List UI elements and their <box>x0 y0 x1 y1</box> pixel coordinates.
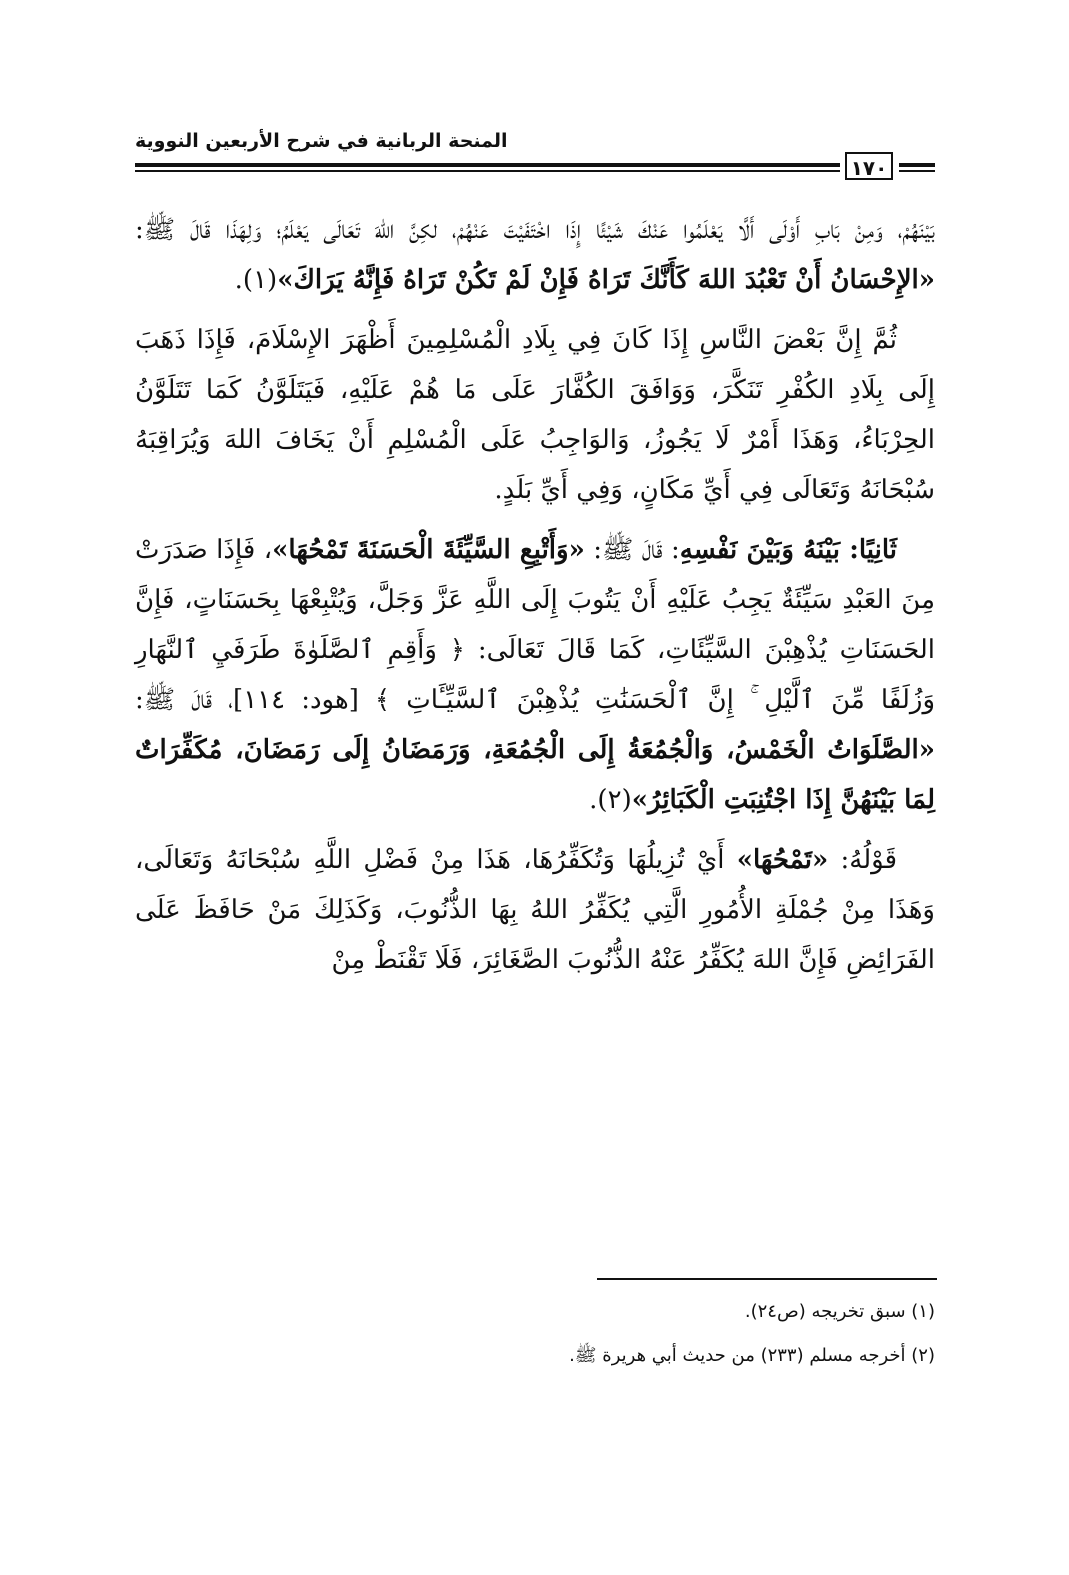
footnotes <box>400 1290 935 1378</box>
footnote-ref-1: (١). <box>234 265 278 295</box>
page-number: ١٧٠ <box>845 152 893 180</box>
hadith-quote-prayers: «الصَّلَوَاتُ الْخَمْسُ، وَالْجُمُعَةُ إِلَى الْجُمُعَةِ، وَرَمَضَانُ إِلَى رَمَضَانَ، مُكَفِّرَاتٌ لِمَا بَيْنَهُنَّ إِذَا اجْتُنِبَتِ الْكَبَائِرُ» <box>135 735 935 815</box>
paragraph-2-text: ثُمَّ إِنَّ بَعْضَ النَّاسِ إِذَا كَانَ فِي بِلَادِ الْمُسْلِمِينَ أَظْهَرَ الإِسْلَامَ، فَإِذَا ذَهَبَ إِلَى بِلَادِ الكُفْرِ تَنَكَّرَ، وَوَافَقَ الكُفَّارَ عَلَى مَا هُمْ عَلَيْهِ، فَيَتَلَوَّنُ كَمَا تَتَلَوَّنُ الحِرْبَاءُ، وَهَذَا أَمْرٌ لَا يَجُوزُ، وَالوَاجِبُ عَلَى الْمُسْلِمِ أَنْ يَخَافَ اللهَ وَيُرَاقِبَهُ سُبْحَانَهُ وَتَعَالَى فِي أَيِّ مَكَانٍ، وَفِي أَيِّ بَلَدٍ. <box>135 325 935 505</box>
page-header <box>135 130 935 190</box>
paragraph-1 <box>135 205 935 305</box>
section-heading-second: ثَانِيًا: بَيْنَهُ وَبَيْنَ نَفْسِهِ <box>679 535 897 565</box>
paragraph-3-text-b: ، فَإِذَا صَدَرَتْ مِنَ العَبْدِ سَيِّئَةٌ يَجِبُ عَلَيْهِ أَنْ يَتُوبَ إِلَى اللَّهِ عَزَّ وَجَلَّ، وَيُتْبِعْهَا بِحَسَنَاتٍ، فَإِنَّ الحَسَنَاتِ يُذْهِبْنَ السَّيِّئَاتِ، كَمَا قَالَ تَعَالَى: ﴿ وَأَقِمِ ٱلصَّلَوٰةَ طَرَفَيِ ٱلنَّهَارِ وَزُلَفًا مِّنَ ٱلَّيْلِ ۚ إِنَّ ٱلْحَسَنَٰتِ يُذْهِبْنَ ٱلسَّيِّـَٔاتِ ﴾ [هود: ١١٤]، قَالَ ﷺ: <box>135 535 936 715</box>
footnote-ref-2: (٢). <box>589 785 632 815</box>
header-rule-thick <box>135 163 840 167</box>
paragraph-3 <box>135 525 935 825</box>
paragraph-4-text-a: قَوْلُهُ: <box>828 845 898 875</box>
header-rule-thin <box>135 170 840 172</box>
hadith-quote-ihsan: «الإِحْسَانُ أَنْ تَعْبُدَ اللهَ كَأَنَّكَ تَرَاهُ فَإِنْ لَمْ تَكُنْ تَرَاهُ فَإِنَّهُ يَرَاكَ» <box>277 265 935 295</box>
hadith-quote-follow: «وَأَتْبِعِ السَّيِّئَةَ الْحَسَنَةَ تَمْحُهَا» <box>272 535 585 565</box>
body-text <box>135 205 935 995</box>
paragraph-1-text: بَيْنَهُمْ، وَمِنْ بَابِ أَوْلَى أَلَّا يَعْلَمُوا عَنْكَ شَيْئًا إِذَا اخْتَفَيْتَ عَنْهُمْ، لكِنَّ اللهَ تَعَالَى يَعْلَمُ؛ وَلِهَذَا قَالَ ﷺ: <box>135 215 935 245</box>
paragraph-4-text-b: أَيْ تُزِيلُهَا وَتُكَفِّرُهَا، هَذَا مِنْ فَضْلِ اللَّهِ سُبْحَانَهُ وَتَعَالَى، وَهَذَا مِنْ جُمْلَةِ الأُمُورِ الَّتِي يُكَفِّرُ اللهُ بِهَا الذُّنُوبَ، وَكَذَلِكَ مَنْ حَافَظَ عَلَى الفَرَائِضِ فَإِنَّ اللهَ يُكَفِّرُ عَنْهُ الذُّنُوبَ الصَّغَائِرَ، فَلَا تَقْنَطْ مِنْ <box>135 845 935 975</box>
paragraph-4 <box>135 835 935 985</box>
book-title: المنحة الربانية في شرح الأربعين النووية <box>135 130 508 152</box>
paragraph-3-text-a: : قَالَ ﷺ: <box>584 535 680 565</box>
quoted-word: «تَمْحُهَا» <box>736 845 829 875</box>
footnote-separator <box>597 1278 937 1280</box>
header-side-rule-thin <box>899 170 935 172</box>
footnote-2: (٢) أخرجه مسلم (٢٣٣) من حديث أبي هريرة ﷺ. <box>569 1345 935 1366</box>
paragraph-2 <box>135 315 935 515</box>
header-side-rule-thick <box>899 163 935 167</box>
footnote-1: (١) سبق تخريجه (ص٢٤). <box>744 1301 935 1322</box>
